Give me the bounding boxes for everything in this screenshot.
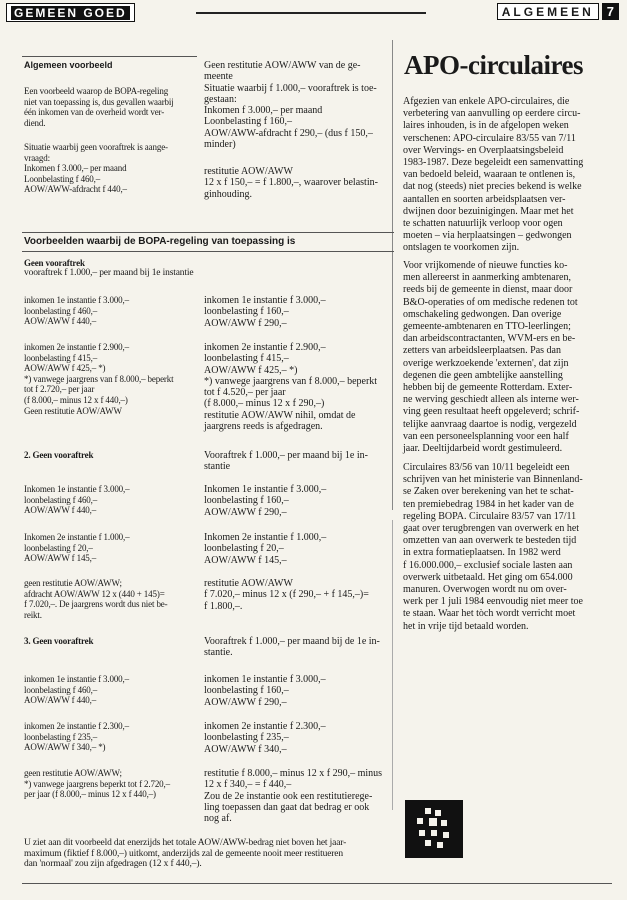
masthead-rule — [196, 12, 426, 14]
bopa-s1-title: Geen vooraftrek — [24, 258, 85, 268]
bopa-s3-left-3: geen restitutie AOW/AWW; *) vanwege jaargrens beperkt tot f 2.720,– per jaar (f 8.000,– minus 12 x f 440,–) — [24, 768, 170, 800]
bopa-s3-right-title: Vooraftrek f 1.000,– per maand bij de 1e in- stantie. — [204, 636, 380, 659]
bopa-s1-left-1: inkomen 1e instantie f 3.000,– loonbelasting f 460,– AOW/AWW f 440,– — [24, 295, 129, 327]
article-paragraph-2: Voor vrijkomende of nieuwe functies ko- men allereerst in aanmerking ambtenaren, reeds bij de gemeente in dienst, maar door B&O-operaties of om medische redenen tot omschakeling gedwongen. Dan overige gemeente-ambtenaren en TTO-leerlingen; dan arbeidscontractanten, WVM-ers en be- zetters van arbeidsleerplaatsen. Pas dan overige werkzoekende 'externen', dat zijn degenen die geen ambtelijke aanstelling hebben bij de gemeente Rotterdam. Exter- ne werving geschiedt alleen als interne wer- ving geen resultaat heeft opgeleverd; schrif- telijke aanvraag daartoe is nodig, vergezeld van een personeelsplanning voor een half jaar. Deeltijdarbeid wordt gestimuleerd. — [403, 260, 580, 455]
article-paragraph-1: Afgezien van enkele APO-circulaires, die verbetering van aanvulling op eerdere circu- laires inhouden, is in de afgelopen weken verschenen: APO-circulaire 83/55 van 7/11 over Wervings- en Overplaatsingsbeleid 1983-1987. Deze begeleidt een samenvatting van bedoeld beleid, waaraan te ontlenen is, dat nog (steeds) niet precies bekend is welke aantallen en soorten arbeidsplaatsen ver- dwijnen door bezuinigingen. Maar met het te schatten natuurlijk verloop voor ogen moeten – via herplaatsingen – gedwongen ontslagen te voorkomen zijn. — [403, 96, 584, 254]
general-situation: Situatie waarbij geen vooraftrek is aange- vraagd: Inkomen f 3.000,– per maand Loonbelasting f 460,– AOW/AWW-afdracht f 440,– — [24, 142, 168, 195]
masthead-title: GEMEEN GOED — [11, 6, 130, 20]
rule-bopa-bottom — [22, 251, 394, 252]
article-title: APO-circulaires — [404, 50, 583, 80]
general-intro: Een voorbeeld waarop de BOPA-regeling niet van toepassing is, dus gevallen waarbij één inkomen van de overheid wordt ver- diend. — [24, 86, 174, 128]
bottom-rule — [22, 883, 612, 884]
bopa-s2-left-2: Inkomen 2e instantie f 1.000,– loonbelasting f 20,– AOW/AWW f 145,– — [24, 532, 130, 564]
bopa-heading: Voorbeelden waarbij de BOPA-regeling van toepassing is — [24, 236, 296, 247]
bopa-conclusion: U ziet aan dit voorbeeld dat enerzijds het totale AOW/AWW-bedrag niet boven het jaar- maximum (fiktief f 8.000,–) uitkomt, anderzijds zal de gemeente nooit meer restitueren dan 'normaal' zou zijn afgedragen (12 x f 440,–). — [24, 838, 347, 870]
municipal-logo-icon — [405, 800, 463, 858]
bopa-s3-right-3: restitutie f 8.000,– minus 12 x f 290,– minus 12 x f 340,– = f 440,– Zou de 2e instantie ook een restitutierege- ling toepassen dan gaat dat bedrag er ook nog af. — [204, 768, 383, 825]
bopa-s3-right-2: inkomen 2e instantie f 2.300,– loonbelasting f 235,– AOW/AWW f 340,– — [204, 721, 326, 755]
masthead-left — [6, 3, 135, 22]
section-header — [497, 3, 619, 20]
bopa-s3-left-2: inkomen 2e instantie f 2.300,– loonbelasting f 235,– AOW/AWW f 340,– *) — [24, 721, 129, 753]
bopa-s2-right-title: Vooraftrek f 1.000,– per maand bij 1e in- stantie — [204, 450, 368, 473]
bopa-s1-line: vooraftrek f 1.000,– per maand bij 1e instantie — [24, 268, 194, 278]
article-paragraph-3: Circulaires 83/56 van 10/11 begeleidt een schrijven van het ministerie van Binnenland- se Zaken over berekening van het te schat- ten premiebedrag 1984 in het kader van de regeling BOPA. Circulaire 83/57 van 17/11 gaat over terugbrengen van overwerk en het omzetten van aan overwerk te besteden tijd in extra formatieplaatsen. In 1982 werd f 16.000.000,– exclusief sociale lasten aan overwerk uitbetaald. Het ging om 654.000 manuren. Overwogen wordt nu om over- werk per 1 juli 1984 eenvoudig niet meer toe te staan. Waar het tòch wordt verricht moet het in vrije tijd betaald worden. — [403, 462, 583, 632]
bopa-s2-title: 2. Geen vooraftrek — [24, 450, 94, 460]
bopa-s2-right-1: Inkomen 1e instantie f 3.000,– loonbelasting f 160,– AOW/AWW f 290,– — [204, 484, 327, 518]
section-title: ALGEMEEN — [497, 3, 599, 20]
general-example-heading: Algemeen voorbeeld — [24, 60, 113, 70]
bopa-s3-right-1: inkomen 1e instantie f 3.000,– loonbelasting f 160,– AOW/AWW f 290,– — [204, 674, 326, 708]
bopa-s1-left-2: inkomen 2e instantie f 2.900,– loonbelasting f 415,– AOW/AWW f 425,– *) *) vanwege jaargrens van f 8.000,– beperkt tot f 2.720,– per jaar (f 8.000,– minus 12 x f 440,–) Geen restitutie AOW/AWW — [24, 342, 174, 416]
general-right-a: Geen restitutie AOW/AWW van de ge- meente Situatie waarbij f 1.000,– vooraftrek is toe- gestaan: Inkomen f 3.000,– per maand Loonbelasting f 160,– AOW/AWW-afdracht f 290,– (dus f 150,– minder) — [204, 60, 377, 151]
bopa-s2-right-3: restitutie AOW/AWW f 7.020,– minus 12 x (f 290,– + f 145,–)= f 1.800,–. — [204, 578, 369, 612]
bopa-s3-title: 3. Geen vooraftrek — [24, 636, 94, 646]
bopa-s3-left-1: inkomen 1e instantie f 3.000,– loonbelasting f 460,– AOW/AWW f 440,– — [24, 674, 129, 706]
bopa-s2-left-3: geen restitutie AOW/AWW; afdracht AOW/AWW 12 x (440 + 145)= f 7.020,–. De jaargrens wordt dus niet be- reikt. — [24, 578, 168, 620]
bopa-s2-right-2: Inkomen 2e instantie f 1.000,– loonbelasting f 20,– AOW/AWW f 145,– — [204, 532, 327, 566]
bopa-s2-left-1: Inkomen 1e instantie f 3.000,– loonbelasting f 460,– AOW/AWW f 440,– — [24, 484, 130, 516]
bopa-s1-right-2: inkomen 2e instantie f 2.900,– loonbelasting f 415,– AOW/AWW f 425,– *) *) vanwege jaargrens van f 8.000,– beperkt tot f 4.520,– per jaar (f 8.000,– minus 12 x f 290,–) restitutie AOW/AWW nihil, omdat de jaargrens reeds is afgedragen. — [204, 342, 378, 433]
page-number: 7 — [602, 3, 619, 20]
rule-general-top — [22, 56, 197, 57]
rule-bopa-top — [22, 232, 394, 233]
bopa-s1-right-1: inkomen 1e instantie f 3.000,– loonbelasting f 160,– AOW/AWW f 290,– — [204, 295, 326, 329]
general-right-b: restitutie AOW/AWW 12 x f 150,– = f 1.800,–, waarover belastin- ginhouding. — [204, 166, 378, 200]
